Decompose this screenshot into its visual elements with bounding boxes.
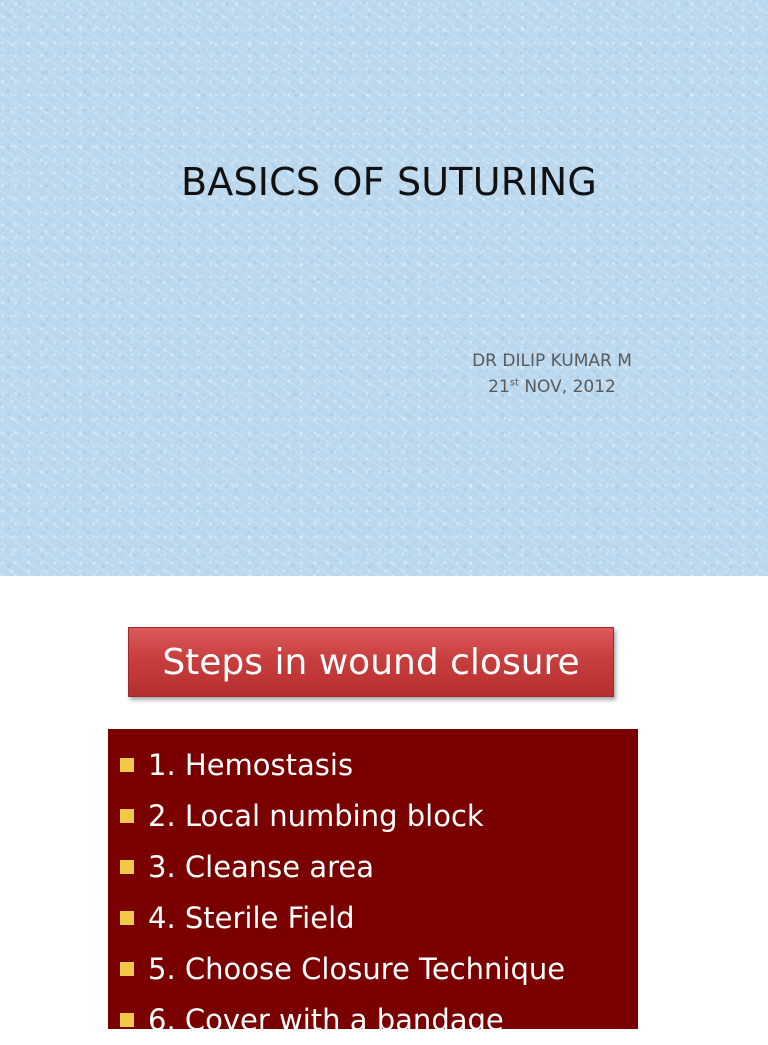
step-text: 3. Cleanse area bbox=[148, 849, 375, 884]
step-text: 4. Sterile Field bbox=[148, 900, 355, 935]
date-day: 21 bbox=[488, 377, 510, 397]
steps-heading: Steps in wound closure bbox=[162, 641, 580, 683]
step-text: 1. Hemostasis bbox=[148, 747, 354, 782]
list-item bbox=[120, 790, 638, 841]
steps-list-box bbox=[108, 729, 638, 1037]
list-item bbox=[120, 841, 638, 892]
list-item bbox=[120, 943, 638, 994]
slide-title: BASICS OF SUTURING bbox=[180, 160, 597, 204]
step-text: 6. Cover with a bandage bbox=[148, 1002, 504, 1037]
presentation-date bbox=[440, 374, 664, 400]
date-rest: NOV, 2012 bbox=[518, 377, 616, 397]
author-block bbox=[440, 348, 664, 400]
author-name: DR DILIP KUMAR M bbox=[472, 351, 632, 371]
step-text: 5. Choose Closure Technique bbox=[148, 951, 566, 986]
steps-list bbox=[108, 729, 638, 1045]
square-bullet-icon bbox=[120, 860, 134, 874]
steps-slide bbox=[0, 576, 768, 1037]
list-item bbox=[120, 994, 638, 1045]
square-bullet-icon bbox=[120, 1013, 134, 1027]
list-item bbox=[120, 892, 638, 943]
square-bullet-icon bbox=[120, 809, 134, 823]
square-bullet-icon bbox=[120, 758, 134, 772]
list-item bbox=[120, 739, 638, 790]
date-suffix: st bbox=[509, 377, 519, 389]
square-bullet-icon bbox=[120, 962, 134, 976]
square-bullet-icon bbox=[120, 911, 134, 925]
step-text: 2. Local numbing block bbox=[148, 798, 484, 833]
steps-heading-box bbox=[128, 627, 614, 697]
